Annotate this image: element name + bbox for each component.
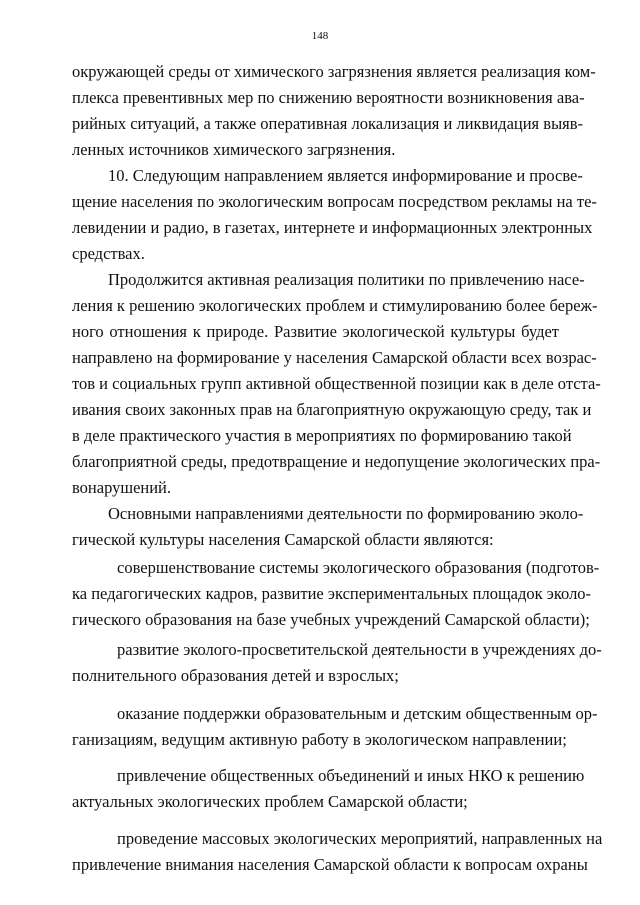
list-item-line: оказание поддержки образовательным и детским общественным ор- <box>117 704 598 723</box>
list-item-line: совершенствование системы экологического образования (подготов- <box>117 558 600 577</box>
list-item-line: гического образования на базе учебных учреждений Самарской области); <box>72 610 590 629</box>
text-line: в деле практического участия в мероприятиях по формированию такой <box>72 426 572 445</box>
text-line: средствах. <box>72 244 145 263</box>
text-line: тов и социальных групп активной общественной позиции как в деле отста- <box>72 374 601 393</box>
list-item-line: привлечение внимания населения Самарской области к вопросам охраны <box>72 855 588 874</box>
text-line: левидении и радио, в газетах, интернете и информационных электронных <box>72 218 593 237</box>
text-line: 10. Следующим направлением является информирование и просве- <box>108 166 583 185</box>
text-line: вонарушений. <box>72 478 172 497</box>
text-line: гической культуры населения Самарской области являются: <box>72 530 494 549</box>
text-line: окружающей среды от химического загрязнения является реализация ком- <box>72 62 596 81</box>
text-line: благоприятной среды, предотвращение и недопущение экологических пра- <box>72 452 601 471</box>
text-line: щение населения по экологическим вопросам посредством рекламы на те- <box>72 192 597 211</box>
text-line: Продолжится активная реализация политики по привлечению насе- <box>108 270 585 289</box>
list-item-line: полнительного образования детей и взрослых; <box>72 666 399 685</box>
text-line: ивания своих законных прав на благоприятную окружающую среду, так и <box>72 400 592 419</box>
list-item-line: развитие эколого-просветительской деятельности в учреждениях до- <box>117 640 602 659</box>
list-item-line: актуальных экологических проблем Самарской области; <box>72 792 468 811</box>
text-line: рийных ситуаций, а также оперативная локализация и ликвидация выяв- <box>72 114 584 133</box>
list-item-line: ка педагогических кадров, развитие экспериментальных площадок эколо- <box>72 584 592 603</box>
text-line: Основными направлениями деятельности по формированию эколо- <box>108 504 584 523</box>
text-line: плекса превентивных мер по снижению вероятности возникновения ава- <box>72 88 585 107</box>
text-line: направлено на формирование у населения Самарской области всех возрас- <box>72 348 597 367</box>
text-line: ления к решению экологических проблем и стимулированию более береж- <box>72 296 598 315</box>
text-line: ленных источников химического загрязнения. <box>72 140 396 159</box>
list-item-line: привлечение общественных объединений и иных НКО к решению <box>117 766 585 785</box>
text-line: ного отношения к природе. Развитие экологической культуры будет <box>72 322 559 341</box>
page-number: 148 <box>311 30 329 42</box>
list-item-line: ганизациям, ведущим активную работу в экологическом направлении; <box>72 730 567 749</box>
list-item-line: проведение массовых экологических мероприятий, направленных на <box>117 829 603 848</box>
